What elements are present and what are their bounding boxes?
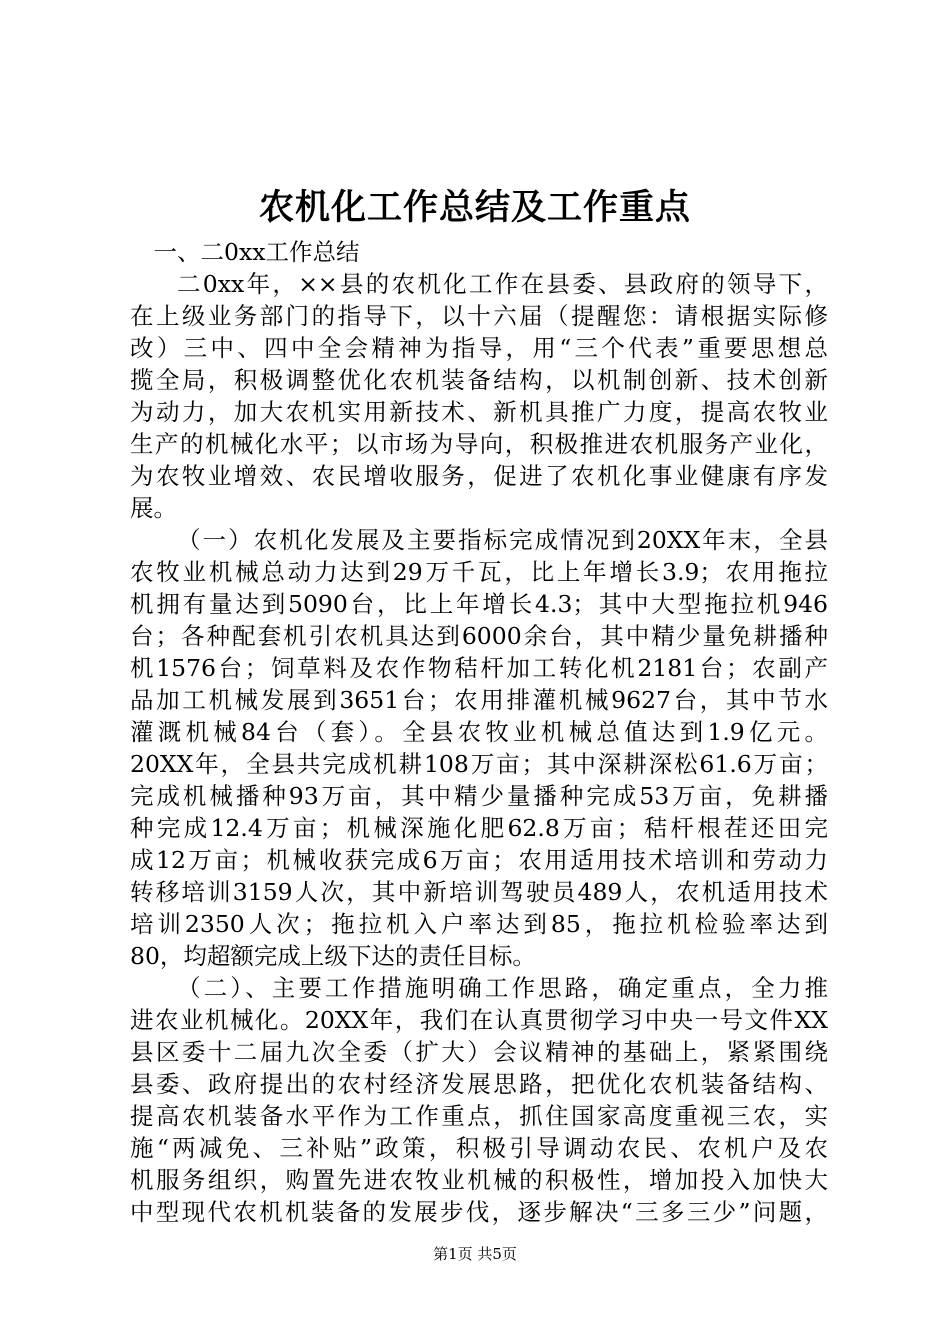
text-line: 培训2350人次；拖拉机入户率达到85，拖拉机检验率达到 [130, 910, 828, 938]
text-line: 灌溉机械84台（套）。全县农牧业机械总值达到1.9亿元。 [130, 718, 828, 746]
text-line: 种完成12.4万亩；机械深施化肥62.8万亩；秸杆根茬还田完 [130, 814, 828, 842]
text-line: 转移培训3159人次，其中新培训驾驶员489人，农机适用技术 [130, 878, 828, 906]
text-line: 县委、政府提出的农村经济发展思路，把优化农机装备结构、 [130, 1070, 828, 1098]
document-title: 农机化工作总结及工作重点 [258, 187, 691, 228]
text-line: 揽全局，积极调整优化农机装备结构，以机制创新、技术创新 [130, 366, 828, 394]
text-line: 成12万亩；机械收获完成6万亩；农用适用技术培训和劳动力 [130, 846, 828, 874]
text-line: 为农牧业增效、农民增收服务，促进了农机化事业健康有序发 [130, 462, 828, 490]
text-line: 20XX年，全县共完成机耕108万亩；其中深耕深松61.6万亩； [130, 750, 828, 778]
text-line: 机服务组织，购置先进农牧业机械的积极性，增加投入加快大 [130, 1166, 828, 1194]
document-body [130, 236, 828, 1228]
text-line: 二0xx年，××县的农机化工作在县委、县政府的领导下， [177, 270, 828, 298]
text-line: 进农业机械化。20XX年，我们在认真贯彻学习中央一号文件XX [130, 1006, 828, 1034]
text-line: 提高农机装备水平作为工作重点，抓住国家高度重视三农，实 [130, 1102, 828, 1130]
text-line: 机1576台；饲草料及农作物秸杆加工转化机2181台；农副产 [130, 654, 828, 682]
text-line: 中型现代农机机装备的发展步伐，逐步解决“三多三少”问题， [130, 1198, 828, 1226]
text-line: （一）农机化发展及主要指标完成情况到20XX年末，全县 [177, 526, 828, 554]
text-line: 机拥有量达到5090台，比上年增长4.3；其中大型拖拉机946 [130, 590, 828, 618]
text-line: 为动力，加大农机实用新技术、新机具推广力度，提高农牧业 [130, 398, 828, 426]
text-line: 展。 [130, 494, 177, 522]
text-line: 生产的机械化水平；以市场为导向，积极推进农机服务产业化， [130, 430, 828, 458]
text-line: 改）三中、四中全会精神为指导，用“三个代表”重要思想总 [130, 334, 828, 362]
page-footer: 第1页 共5页 [433, 1245, 517, 1263]
text-line: 台；各种配套机引农机具达到6000余台，其中精少量免耕播种 [130, 622, 828, 650]
text-line: 一、二0xx工作总结 [153, 238, 360, 266]
text-line: 品加工机械发展到3651台；农用排灌机械9627台，其中节水 [130, 686, 828, 714]
text-line: 完成机械播种93万亩，其中精少量播种完成53万亩，免耕播 [130, 782, 828, 810]
text-line: 在上级业务部门的指导下，以十六届（提醒您：请根据实际修 [130, 302, 828, 330]
text-line: 施“两减免、三补贴”政策，积极引导调动农民、农机户及农 [130, 1134, 828, 1162]
text-line: 80，均超额完成上级下达的责任目标。 [130, 942, 536, 970]
text-line: （二）、主要工作措施明确工作思路，确定重点，全力推 [177, 974, 828, 1002]
text-line: 县区委十二届九次全委（扩大）会议精神的基础上，紧紧围绕 [130, 1038, 828, 1066]
text-line: 农牧业机械总动力达到29万千瓦，比上年增长3.9；农用拖拉 [130, 558, 828, 586]
